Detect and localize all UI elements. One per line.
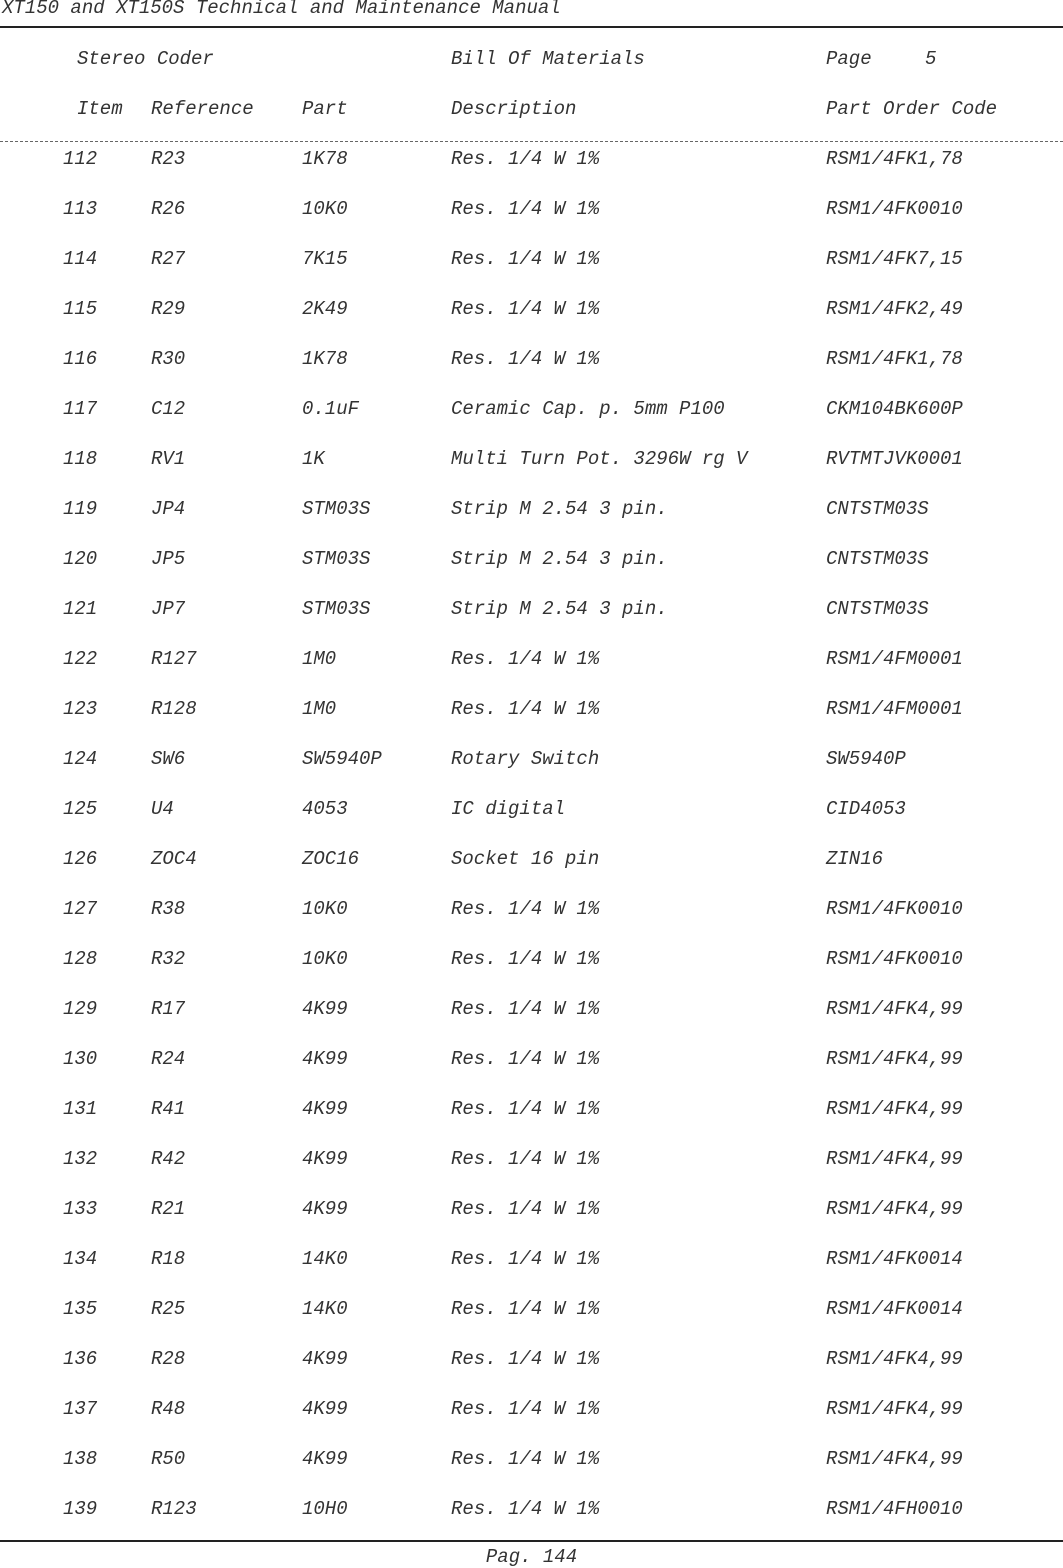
row-reference: R48 [151, 1398, 186, 1420]
column-header-divider [0, 141, 1063, 142]
row-order-code: RSM1/4FK0014 [826, 1248, 963, 1270]
row-reference: R17 [151, 998, 186, 1020]
row-item: 137 [63, 1398, 98, 1420]
row-order-code: RSM1/4FK0010 [826, 948, 963, 970]
row-description: Res. 1/4 W 1% [451, 998, 600, 1020]
row-order-code: ZIN16 [826, 848, 884, 870]
row-reference: R23 [151, 148, 186, 170]
table-row [0, 748, 1063, 770]
row-item: 115 [63, 298, 98, 320]
row-order-code: CKM104BK600P [826, 398, 963, 420]
row-order-code: RSM1/4FK1,78 [826, 348, 963, 370]
table-row [0, 298, 1063, 320]
row-reference: U4 [151, 798, 174, 820]
row-part: 4K99 [302, 1348, 348, 1370]
table-row [0, 398, 1063, 420]
table-row [0, 1348, 1063, 1370]
row-order-code: RSM1/4FK4,99 [826, 1098, 963, 1120]
row-reference: JP4 [151, 498, 186, 520]
table-row [0, 798, 1063, 820]
table-row [0, 148, 1063, 170]
row-order-code: CID4053 [826, 798, 906, 820]
row-reference: R26 [151, 198, 186, 220]
row-order-code: CNTSTM03S [826, 498, 929, 520]
row-part: 4K99 [302, 1398, 348, 1420]
row-description: Res. 1/4 W 1% [451, 1148, 600, 1170]
table-row [0, 648, 1063, 670]
row-description: Strip M 2.54 3 pin. [451, 498, 668, 520]
row-reference: R123 [151, 1498, 197, 1520]
row-item: 113 [63, 198, 98, 220]
row-part: 1K78 [302, 148, 348, 170]
table-row [0, 1248, 1063, 1270]
row-order-code: RSM1/4FK0010 [826, 198, 963, 220]
row-part: STM03S [302, 498, 371, 520]
row-reference: R21 [151, 1198, 186, 1220]
row-description: Res. 1/4 W 1% [451, 698, 600, 720]
row-description: Res. 1/4 W 1% [451, 1448, 600, 1470]
row-item: 117 [63, 398, 98, 420]
row-item: 122 [63, 648, 98, 670]
table-row [0, 548, 1063, 570]
row-item: 131 [63, 1098, 98, 1120]
table-row [0, 248, 1063, 270]
row-reference: R128 [151, 698, 197, 720]
table-row [0, 1448, 1063, 1470]
table-row [0, 198, 1063, 220]
table-row [0, 898, 1063, 920]
row-part: 1M0 [302, 648, 337, 670]
row-description: Ceramic Cap. p. 5mm P100 [451, 398, 725, 420]
row-item: 130 [63, 1048, 98, 1070]
column-header-description: Description [451, 98, 577, 120]
row-part: STM03S [302, 548, 371, 570]
row-item: 139 [63, 1498, 98, 1520]
row-description: Res. 1/4 W 1% [451, 1048, 600, 1070]
row-item: 120 [63, 548, 98, 570]
column-header-item: Item [77, 98, 123, 120]
row-description: Res. 1/4 W 1% [451, 1098, 600, 1120]
row-part: 10H0 [302, 1498, 348, 1520]
row-description: Res. 1/4 W 1% [451, 348, 600, 370]
row-reference: R27 [151, 248, 186, 270]
table-row [0, 1098, 1063, 1120]
table-row [0, 998, 1063, 1020]
table-row [0, 1398, 1063, 1420]
page-number: 5 [925, 48, 937, 70]
row-item: 136 [63, 1348, 98, 1370]
table-row [0, 1148, 1063, 1170]
table-row [0, 348, 1063, 370]
row-item: 133 [63, 1198, 98, 1220]
footer-rule [0, 1540, 1063, 1542]
row-order-code: RSM1/4FM0001 [826, 648, 963, 670]
row-item: 112 [63, 148, 98, 170]
row-order-code: CNTSTM03S [826, 598, 929, 620]
row-reference: R32 [151, 948, 186, 970]
row-reference: R50 [151, 1448, 186, 1470]
row-reference: R30 [151, 348, 186, 370]
row-description: Res. 1/4 W 1% [451, 1198, 600, 1220]
row-description: Res. 1/4 W 1% [451, 198, 600, 220]
row-order-code: RSM1/4FK4,99 [826, 1048, 963, 1070]
row-description: Rotary Switch [451, 748, 600, 770]
table-row [0, 1298, 1063, 1320]
row-order-code: RVTMTJVK0001 [826, 448, 963, 470]
row-part: ZOC16 [302, 848, 360, 870]
column-header-order-code: Part Order Code [826, 98, 998, 120]
row-order-code: RSM1/4FK4,99 [826, 1198, 963, 1220]
row-description: Res. 1/4 W 1% [451, 298, 600, 320]
row-order-code: RSM1/4FK4,99 [826, 1148, 963, 1170]
row-item: 116 [63, 348, 98, 370]
row-part: 14K0 [302, 1298, 348, 1320]
row-order-code: RSM1/4FK4,99 [826, 1348, 963, 1370]
row-part: 0.1uF [302, 398, 360, 420]
row-item: 129 [63, 998, 98, 1020]
row-reference: RV1 [151, 448, 186, 470]
row-order-code: CNTSTM03S [826, 548, 929, 570]
row-part: 4K99 [302, 1448, 348, 1470]
row-part: 1K78 [302, 348, 348, 370]
row-reference: JP5 [151, 548, 186, 570]
row-reference: SW6 [151, 748, 186, 770]
row-item: 114 [63, 248, 98, 270]
row-order-code: RSM1/4FK0010 [826, 898, 963, 920]
row-description: Res. 1/4 W 1% [451, 948, 600, 970]
row-description: Res. 1/4 W 1% [451, 248, 600, 270]
row-part: 4K99 [302, 1198, 348, 1220]
table-row [0, 1498, 1063, 1520]
row-order-code: RSM1/4FK2,49 [826, 298, 963, 320]
row-order-code: RSM1/4FK4,99 [826, 1448, 963, 1470]
row-item: 134 [63, 1248, 98, 1270]
row-item: 123 [63, 698, 98, 720]
row-part: 4K99 [302, 998, 348, 1020]
row-item: 138 [63, 1448, 98, 1470]
document-title: XT150 and XT150S Technical and Maintenance Manual [2, 0, 561, 19]
row-item: 124 [63, 748, 98, 770]
row-part: STM03S [302, 598, 371, 620]
row-description: Multi Turn Pot. 3296W rg V [451, 448, 748, 470]
row-reference: R24 [151, 1048, 186, 1070]
row-reference: R25 [151, 1298, 186, 1320]
row-description: Socket 16 pin [451, 848, 600, 870]
page-label: Page [826, 48, 872, 70]
table-row [0, 598, 1063, 620]
row-part: 4K99 [302, 1148, 348, 1170]
row-part: 10K0 [302, 198, 348, 220]
row-order-code: RSM1/4FK4,99 [826, 998, 963, 1020]
row-part: 10K0 [302, 948, 348, 970]
row-item: 121 [63, 598, 98, 620]
table-row [0, 698, 1063, 720]
row-description: Res. 1/4 W 1% [451, 898, 600, 920]
row-reference: R38 [151, 898, 186, 920]
row-part: 4K99 [302, 1048, 348, 1070]
table-row [0, 948, 1063, 970]
row-reference: R28 [151, 1348, 186, 1370]
row-item: 127 [63, 898, 98, 920]
row-reference: R29 [151, 298, 186, 320]
row-reference: R18 [151, 1248, 186, 1270]
table-row [0, 1198, 1063, 1220]
row-reference: JP7 [151, 598, 186, 620]
row-order-code: RSM1/4FM0001 [826, 698, 963, 720]
table-row [0, 848, 1063, 870]
row-description: Res. 1/4 W 1% [451, 1398, 600, 1420]
row-order-code: RSM1/4FK4,99 [826, 1398, 963, 1420]
row-order-code: RSM1/4FK7,15 [826, 248, 963, 270]
row-order-code: RSM1/4FK0014 [826, 1298, 963, 1320]
row-description: IC digital [451, 798, 566, 820]
row-description: Strip M 2.54 3 pin. [451, 548, 668, 570]
row-part: 4053 [302, 798, 348, 820]
row-part: 7K15 [302, 248, 348, 270]
row-reference: R42 [151, 1148, 186, 1170]
row-order-code: RSM1/4FK1,78 [826, 148, 963, 170]
row-part: SW5940P [302, 748, 382, 770]
page-footer: Pag. 144 [485, 1546, 578, 1568]
row-part: 2K49 [302, 298, 348, 320]
row-description: Res. 1/4 W 1% [451, 1498, 600, 1520]
row-item: 135 [63, 1298, 98, 1320]
row-item: 126 [63, 848, 98, 870]
row-reference: R127 [151, 648, 197, 670]
row-order-code: RSM1/4FH0010 [826, 1498, 963, 1520]
row-description: Res. 1/4 W 1% [451, 1248, 600, 1270]
row-item: 125 [63, 798, 98, 820]
row-description: Res. 1/4 W 1% [451, 1298, 600, 1320]
row-reference: C12 [151, 398, 186, 420]
column-header-reference: Reference [151, 98, 254, 120]
row-item: 119 [63, 498, 98, 520]
row-part: 10K0 [302, 898, 348, 920]
row-part: 4K99 [302, 1098, 348, 1120]
column-header-part: Part [302, 98, 348, 120]
row-reference: ZOC4 [151, 848, 197, 870]
section-title: Stereo Coder [77, 48, 214, 70]
row-part: 14K0 [302, 1248, 348, 1270]
row-part: 1M0 [302, 698, 337, 720]
row-order-code: SW5940P [826, 748, 906, 770]
header-rule [0, 26, 1063, 28]
row-description: Res. 1/4 W 1% [451, 1348, 600, 1370]
table-row [0, 1048, 1063, 1070]
table-row [0, 498, 1063, 520]
row-part: 1K [302, 448, 325, 470]
row-reference: R41 [151, 1098, 186, 1120]
row-item: 128 [63, 948, 98, 970]
bom-title: Bill Of Materials [451, 48, 645, 70]
row-description: Strip M 2.54 3 pin. [451, 598, 668, 620]
row-item: 118 [63, 448, 98, 470]
table-row [0, 448, 1063, 470]
row-description: Res. 1/4 W 1% [451, 648, 600, 670]
row-item: 132 [63, 1148, 98, 1170]
row-description: Res. 1/4 W 1% [451, 148, 600, 170]
